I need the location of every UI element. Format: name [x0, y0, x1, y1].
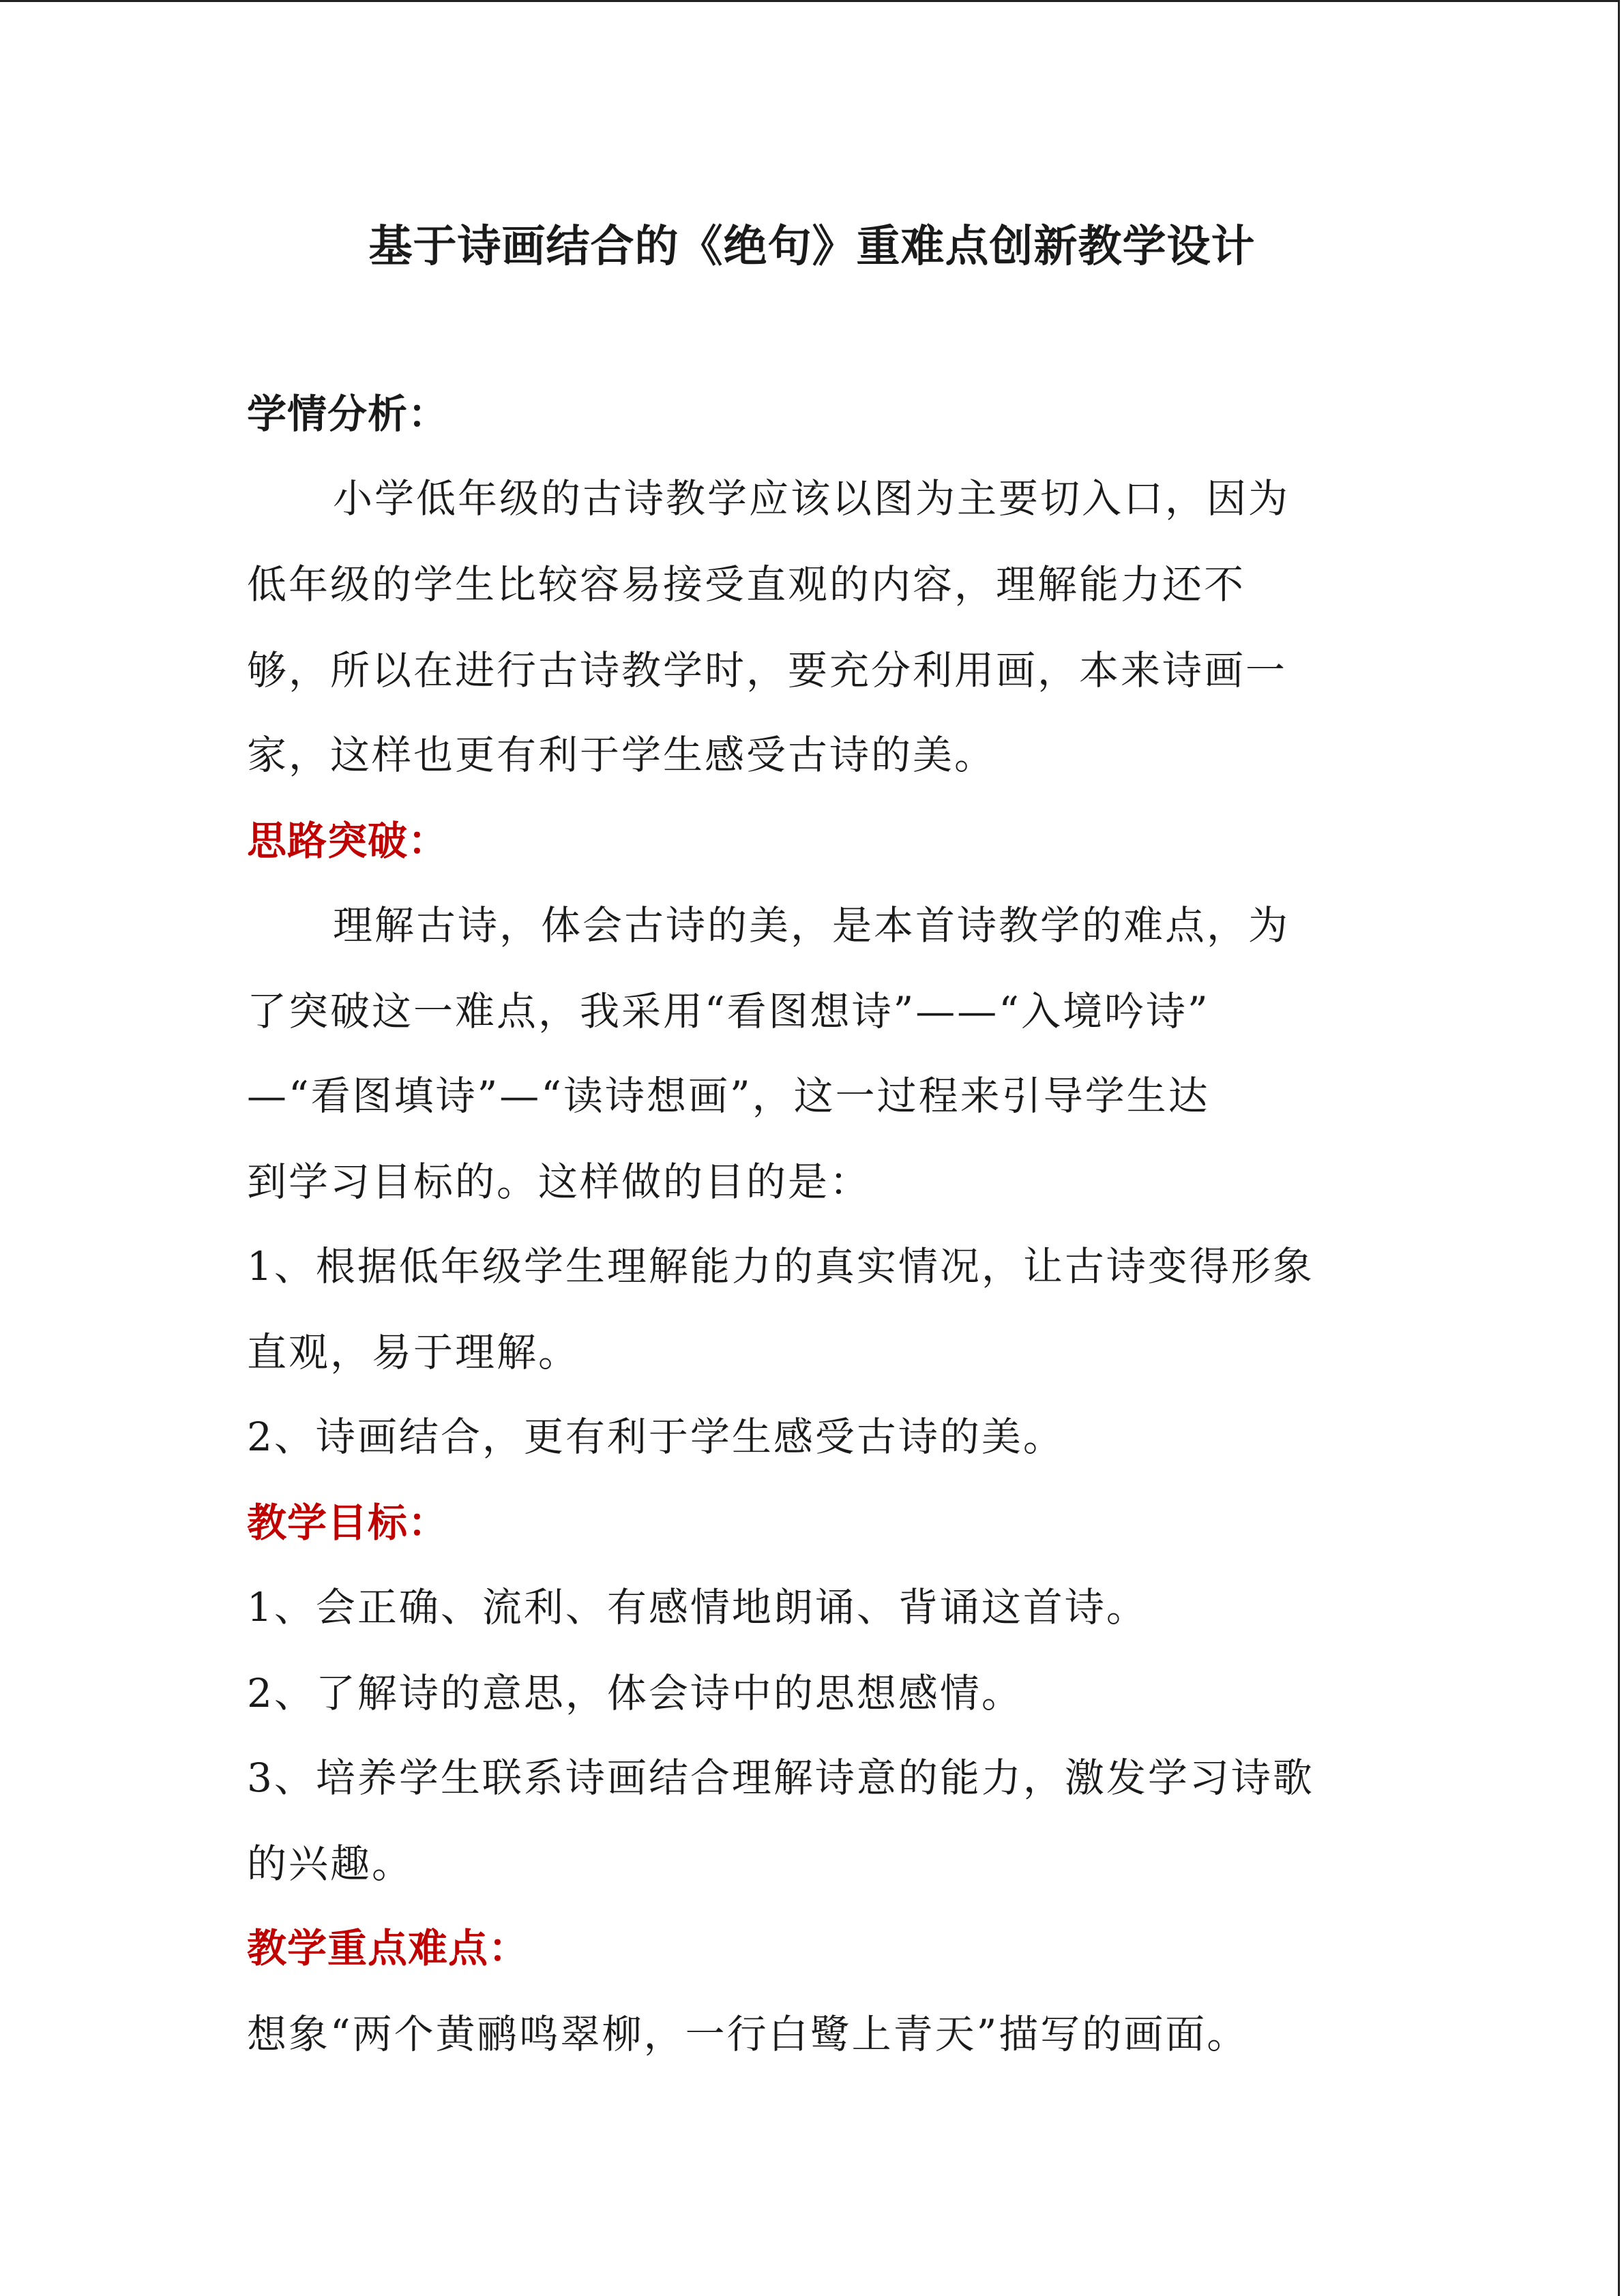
analysis-line-4: 家，这样也更有利于学生感受古诗的美。 — [247, 732, 996, 778]
breakthrough-line-1: 理解古诗，体会古诗的美，是本首诗教学的难点，为 — [333, 902, 1290, 949]
goals-line-4: 的兴趣。 — [247, 1840, 414, 1887]
heading-key-difficult-points: 教学重点难点： — [247, 1925, 529, 1971]
breakthrough-line-7: 2、诗画结合，更有利于学生感受古诗的美。 — [247, 1414, 1065, 1460]
breakthrough-line-4: 到学习目标的。这样做的目的是： — [247, 1159, 872, 1205]
breakthrough-line-6: 直观，易于理解。 — [247, 1329, 580, 1375]
analysis-line-1: 小学低年级的古诗教学应该以图为主要切入口，因为 — [333, 475, 1290, 522]
breakthrough-line-2: 了突破这一难点，我采用“看图想诗”——“入境吟诗” — [247, 988, 1210, 1034]
heading-breakthrough: 思路突破： — [247, 818, 449, 864]
breakthrough-line-5: 1、根据低年级学生理解能力的真实情况，让古诗变得形象 — [247, 1243, 1314, 1289]
keypoints-line-1: 想象“两个黄鹂鸣翠柳，一行白鹭上青天”描写的画面。 — [247, 2011, 1249, 2057]
heading-student-analysis: 学情分析： — [247, 391, 449, 437]
goals-line-3: 3、培养学生联系诗画结合理解诗意的能力，激发学习诗歌 — [247, 1755, 1314, 1801]
heading-teaching-goals: 教学目标： — [247, 1500, 449, 1546]
breakthrough-line-3: —“看图填诗”—“读诗想画”，这一过程来引导学生达 — [247, 1073, 1210, 1119]
analysis-line-3: 够，所以在进行古诗教学时，要充分利用画，本来诗画一 — [247, 647, 1288, 694]
goals-line-2: 2、了解诗的意思，体会诗中的思想感情。 — [247, 1670, 1023, 1716]
document-title: 基于诗画结合的《绝句》重难点创新教学设计 — [368, 222, 1256, 272]
goals-line-1: 1、会正确、流利、有感情地朗诵、背诵这首诗。 — [247, 1584, 1148, 1630]
analysis-line-2: 低年级的学生比较容易接受直观的内容，理解能力还不 — [247, 561, 1246, 608]
